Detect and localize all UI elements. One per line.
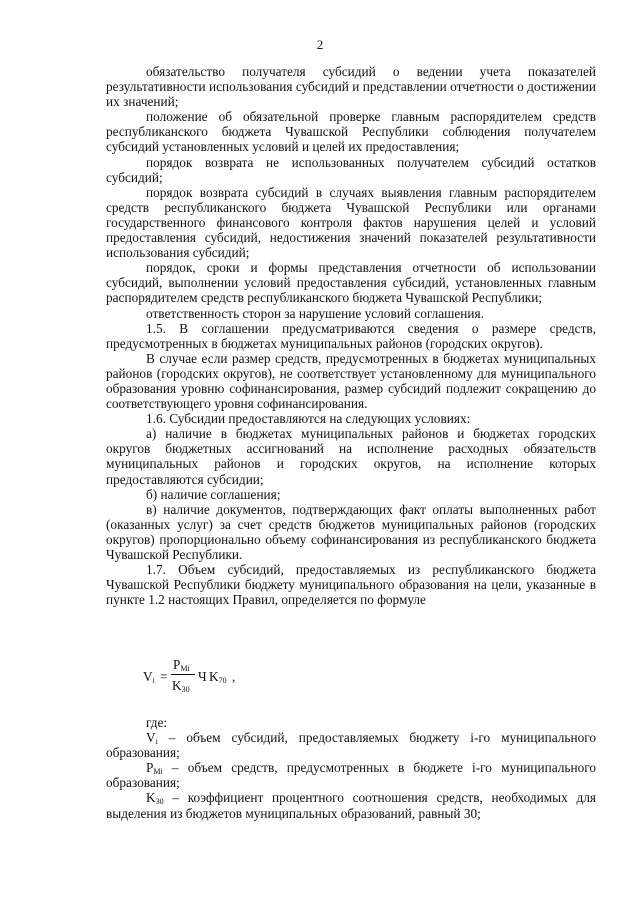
paragraph: В случае если размер средств, предусмотренных в бюджетах муниципальных районов (городских округов), не соответствует установленному для муниципального образования уровню софинансирования, размер субсидий подлежит сокращению до соответствующего уровня софинансирования. (106, 350, 596, 412)
formula-denominator: $K_{30}$ (172, 678, 190, 694)
paragraph: порядок возврата субсидий в случаях выявления главным распорядителем средств республиканского бюджета Чувашской Республики или органами государственного финансового контроля фактов нарушения целей и условий предоставления субсидий, недостижения значений показателей результативности использования субсидий; (106, 184, 596, 261)
paragraph: 1.5. В соглашении предусматриваются сведения о размере средств, предусмотренных в бюджетах муниципальных районов (городских округов). (106, 320, 596, 351)
paragraph: порядок, сроки и формы представления отчетности об использовании субсидий, выполнении условий предоставления субсидий, установленных главным распорядителем средств республиканского бюджета Чувашской Республики; (106, 260, 596, 306)
paragraph: обязательство получателя субсидий о ведении учета показателей результативности использования субсидий и представлении отчетности о достижении их значений; (106, 64, 596, 110)
body-text-top (106, 64, 596, 607)
body-text-bottom (106, 715, 596, 821)
paragraph: б) наличие соглашения; (146, 486, 281, 502)
formula-lhs: $V_i$ (143, 669, 155, 685)
formula-numerator: $P_{Mi}$ (173, 657, 190, 673)
definition-pmi: $P_{Mi}$ – объем средств, предусмотренных в бюджете i-го муниципального образования; (106, 760, 596, 791)
definition-k30: $K_{30}$ – коэффициент процентного соотношения средств, необходимых для выделения из бюджетов муниципальных образований, равный 30; (106, 790, 596, 821)
paragraph: 1.6. Субсидии предоставляются на следующих условиях: (146, 411, 471, 427)
paragraph: положение об обязательной проверке главным распорядителем средств республиканского бюджета Чувашской Республики соблюдения получателем субсидий установленных условий и целей их предоставления; (106, 109, 596, 155)
paragraph: порядок возврата не использованных получателем субсидий остатков субсидий; (106, 154, 596, 185)
formula-k70: $K_{70}$ (209, 669, 227, 685)
definition-vi: $V_i$ – объем субсидий, предоставляемых бюджету i-го муниципального образования; (106, 730, 596, 761)
formula-tail: , (232, 669, 236, 684)
paragraph: 1.7. Объем субсидий, предоставляемых из республиканского бюджета Чувашской Республики бюджету муниципального образования на цели, указанные в пункте 1.2 настоящих Правил, определяется по формуле (106, 562, 596, 608)
paragraph: ответственность сторон за нарушение условий соглашения. (146, 305, 484, 321)
paragraph: а) наличие в бюджетах муниципальных районов и бюджетах городских округов бюджетных ассигнований на исполнение расходных обязательств муниципальных районов и городских округов, на исполнение которых предоставляются субсидии; (106, 426, 596, 487)
fraction-line (171, 674, 195, 675)
formula-multiplier: Ч (198, 669, 207, 684)
paragraph: в) наличие документов, подтверждающих факт оплаты выполненных работ (оказанных услуг) за счет средств бюджетов муниципальных районов (городских округов) пропорционально объему софинансирования из республиканского бюджета Чувашской Республики. (106, 501, 596, 562)
formula-equals: = (160, 669, 168, 684)
where-label: где: (146, 715, 168, 730)
page-number: 2 (316, 37, 324, 52)
